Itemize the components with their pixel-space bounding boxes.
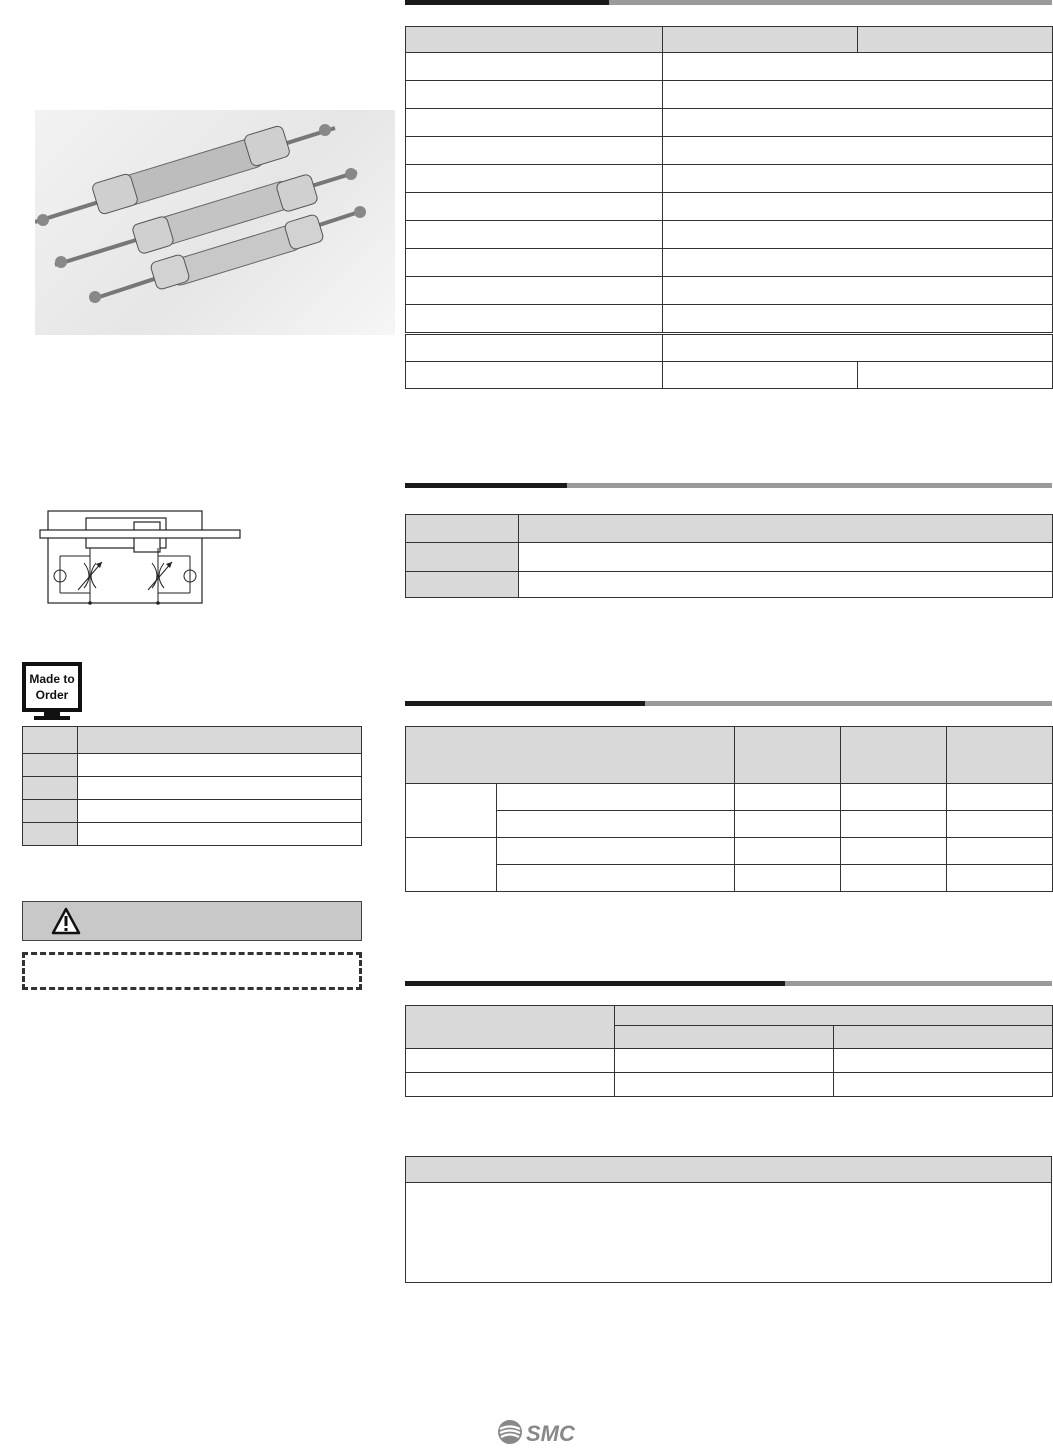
table-row <box>23 754 362 777</box>
section-bar-4 <box>405 981 1052 986</box>
table-row <box>406 362 1053 389</box>
product-photo <box>35 110 395 335</box>
table-row <box>406 515 1053 543</box>
specifications-table-extra <box>405 334 1053 389</box>
table-row <box>406 1073 1053 1097</box>
section-bar-specifications <box>405 0 1052 5</box>
caution-note-box <box>22 952 362 990</box>
pneumatic-symbol <box>38 508 248 608</box>
mto-label-line1: Made to <box>29 672 75 686</box>
warning-triangle-icon <box>51 907 81 935</box>
table-row <box>406 221 1053 249</box>
cylinders-illustration <box>35 110 395 335</box>
logo-text: SMC <box>526 1421 575 1446</box>
table-row <box>406 784 1053 811</box>
table-row <box>406 137 1053 165</box>
table-row <box>406 1049 1053 1073</box>
table-row <box>406 543 1053 572</box>
section-3-table <box>405 726 1053 892</box>
caution-header <box>22 901 362 941</box>
table-row <box>23 800 362 823</box>
table-row <box>406 727 1053 784</box>
notes-header <box>406 1157 1051 1183</box>
table-row <box>406 305 1053 333</box>
table-row <box>406 277 1053 305</box>
table-row <box>23 727 362 754</box>
section-2-table <box>405 514 1053 598</box>
table-row <box>406 1006 1053 1026</box>
table-row <box>406 865 1053 892</box>
section-bar-2 <box>405 483 1052 488</box>
table-row <box>406 193 1053 221</box>
table-row <box>406 165 1053 193</box>
table-row <box>406 53 1053 81</box>
table-row <box>406 249 1053 277</box>
table-row <box>406 81 1053 109</box>
mto-label-line2: Order <box>35 688 69 702</box>
specifications-table <box>405 26 1053 333</box>
made-to-order-table <box>22 726 362 846</box>
table-row <box>23 777 362 800</box>
table-row <box>406 335 1053 362</box>
table-row <box>23 823 362 846</box>
table-row <box>406 838 1053 865</box>
made-to-order-monitor-icon <box>22 662 82 720</box>
section-4-table <box>405 1005 1053 1097</box>
table-row <box>406 27 1053 53</box>
table-row <box>406 109 1053 137</box>
notes-box <box>405 1156 1052 1283</box>
table-row <box>406 811 1053 838</box>
section-bar-3 <box>405 701 1052 706</box>
table-row <box>406 572 1053 598</box>
smc-logo-icon <box>497 1418 587 1446</box>
